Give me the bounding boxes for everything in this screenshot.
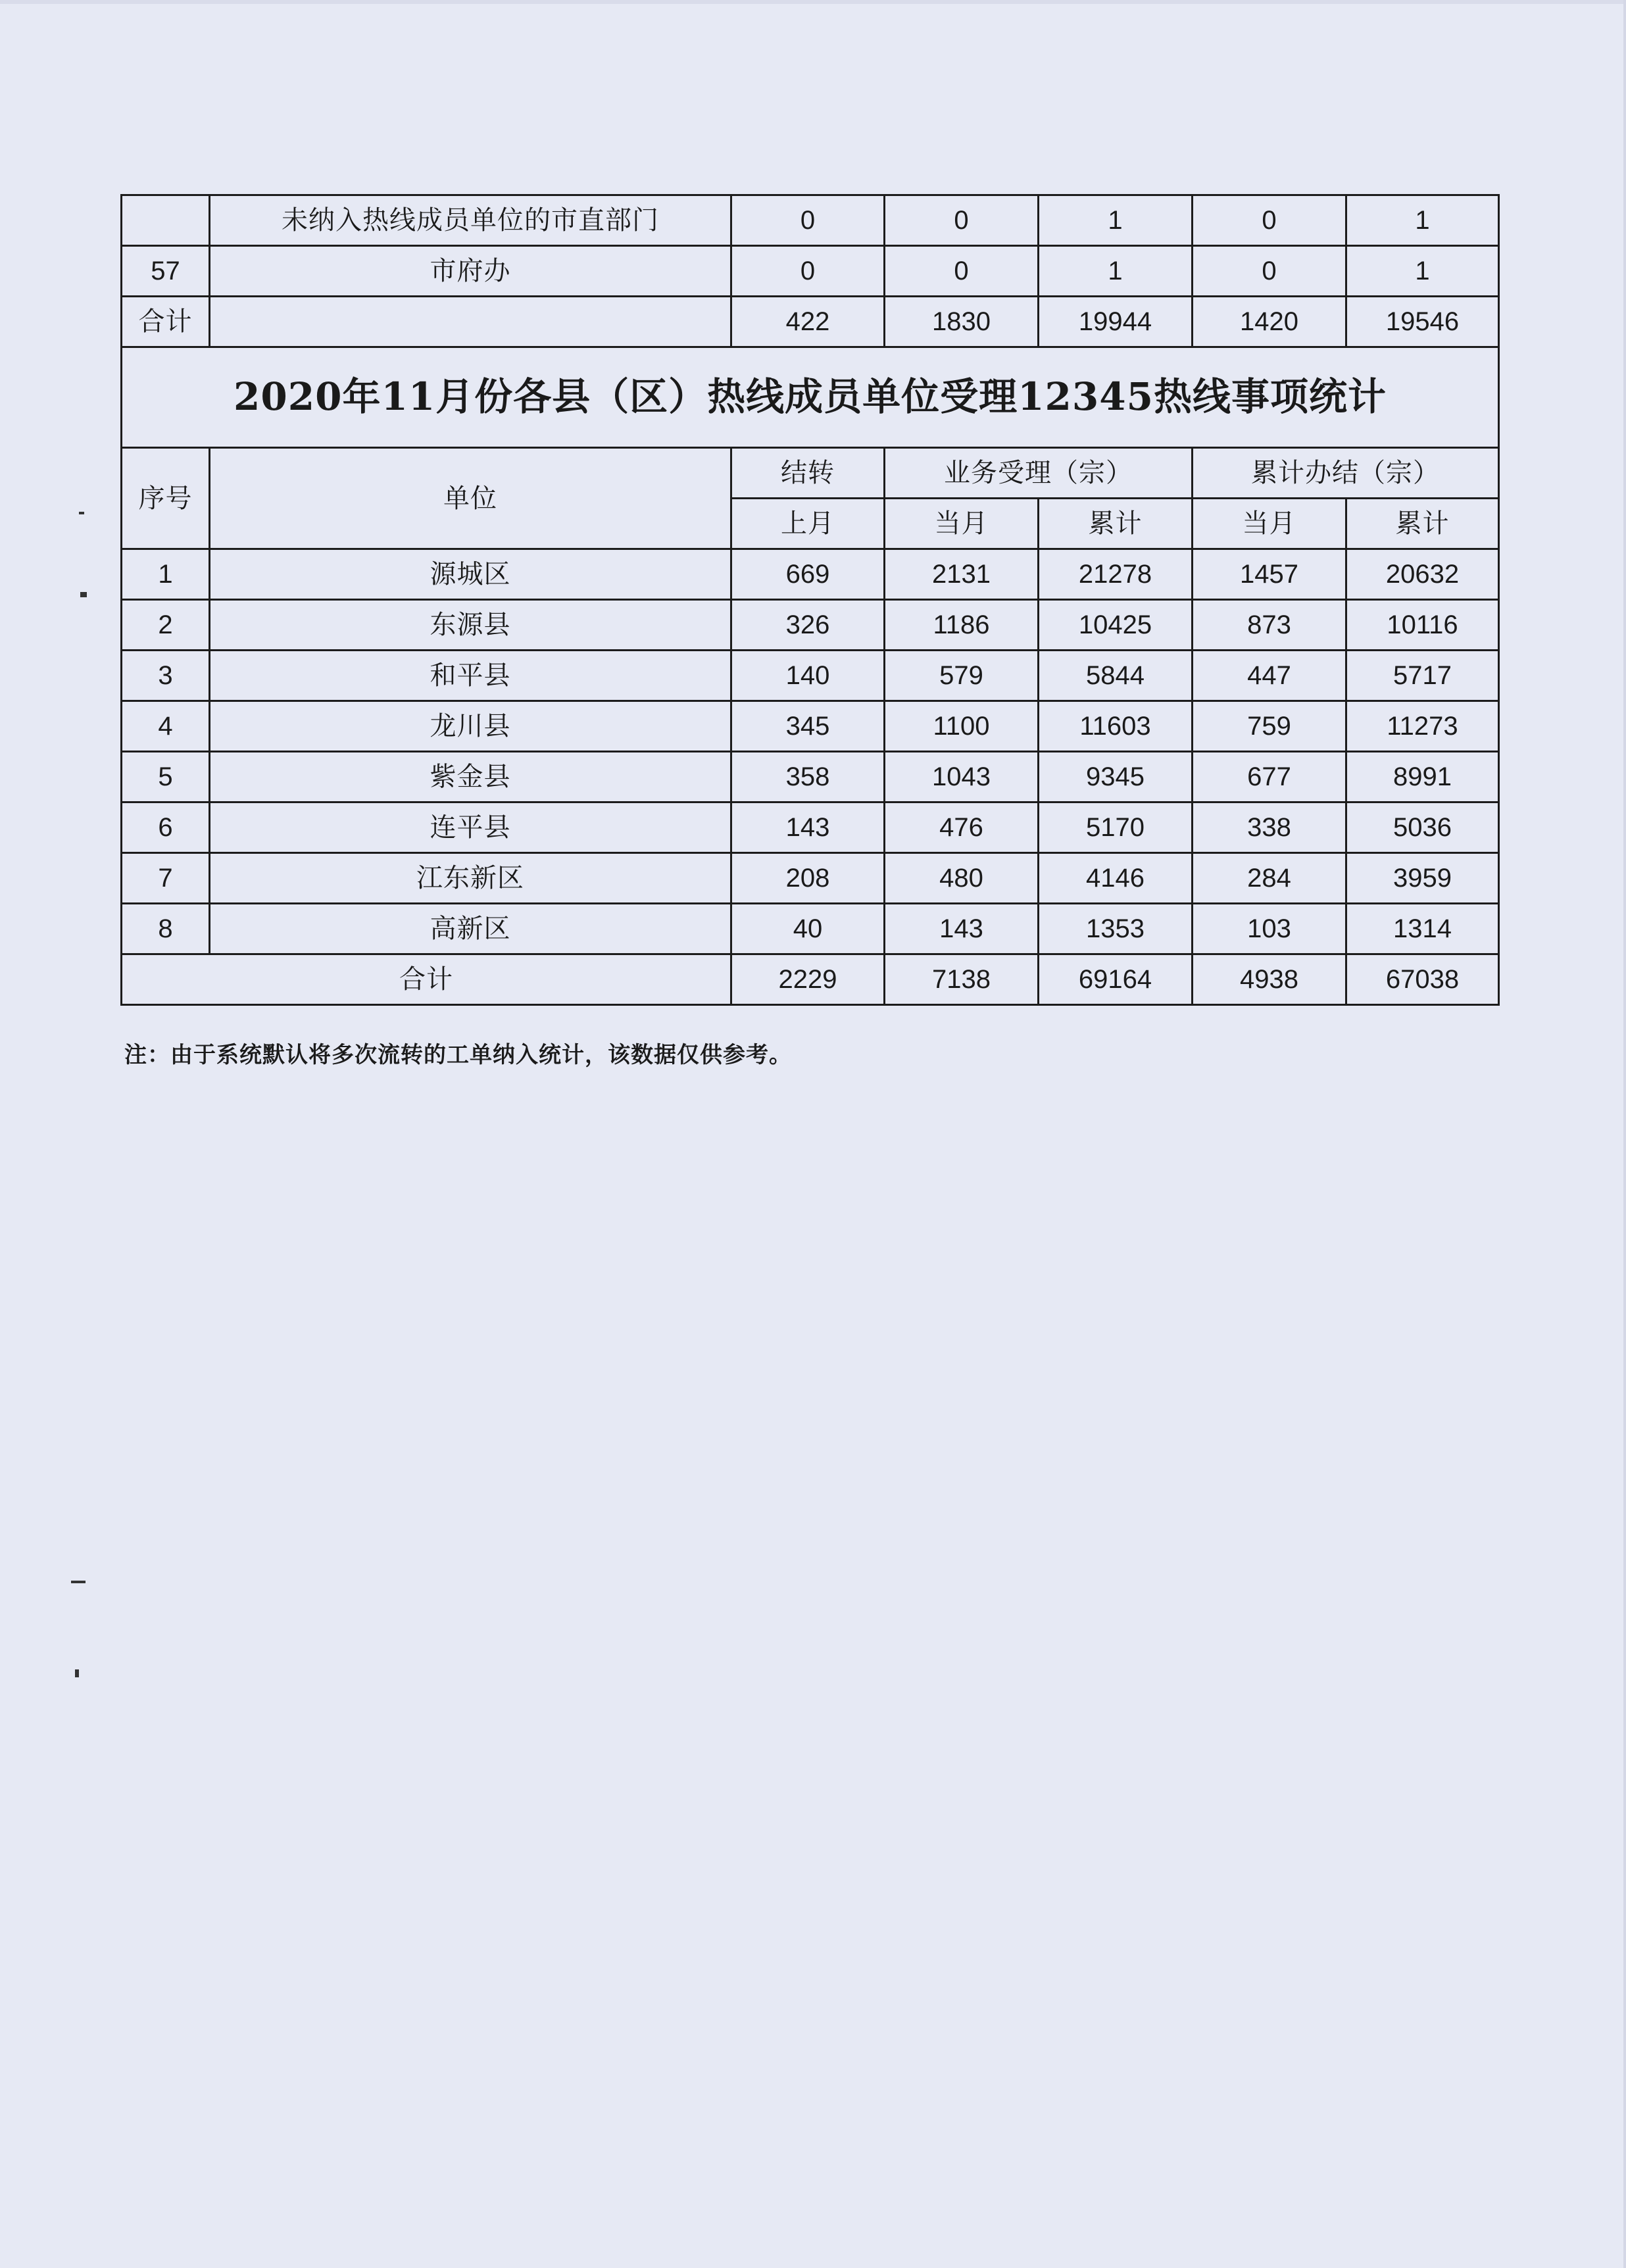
header-carryover: 结转	[731, 448, 885, 499]
cell: 21278	[1039, 549, 1193, 600]
header-unit: 单位	[210, 448, 731, 549]
row-unit: 市府办	[210, 246, 731, 297]
statistics-table	[120, 194, 1500, 1006]
row-index: 8	[122, 904, 210, 954]
cell: 20632	[1346, 549, 1499, 600]
cell: 447	[1193, 651, 1346, 701]
row-index: 6	[122, 802, 210, 853]
cell: 345	[731, 701, 885, 752]
cell: 3959	[1346, 853, 1499, 904]
table-row	[122, 549, 1499, 600]
cell: 0	[1193, 246, 1346, 297]
row-index: 7	[122, 853, 210, 904]
row-index: 57	[122, 246, 210, 297]
cell: 1	[1346, 246, 1499, 297]
table-row	[122, 600, 1499, 651]
cell: 143	[885, 904, 1039, 954]
cell: 422	[731, 297, 885, 347]
table-row	[122, 701, 1499, 752]
scan-edge-top	[0, 0, 1626, 4]
cell: 338	[1193, 802, 1346, 853]
scan-speck	[79, 512, 84, 514]
cell: 284	[1193, 853, 1346, 904]
cell: 10425	[1039, 600, 1193, 651]
cell: 10116	[1346, 600, 1499, 651]
cell: 5036	[1346, 802, 1499, 853]
cell: 0	[885, 195, 1039, 246]
cell: 11603	[1039, 701, 1193, 752]
cell: 1186	[885, 600, 1039, 651]
row-unit: 连平县	[210, 802, 731, 853]
cell: 143	[731, 802, 885, 853]
table-title: 2020年11月份各县（区）热线成员单位受理12345热线事项统计	[122, 347, 1499, 448]
cell: 208	[731, 853, 885, 904]
scan-speck	[80, 592, 87, 597]
row-unit	[210, 297, 731, 347]
row-index: 1	[122, 549, 210, 600]
cell: 759	[1193, 701, 1346, 752]
cell: 8991	[1346, 752, 1499, 802]
cell: 1	[1039, 195, 1193, 246]
row-unit: 紫金县	[210, 752, 731, 802]
row-unit: 高新区	[210, 904, 731, 954]
cell: 0	[885, 246, 1039, 297]
row-index: 2	[122, 600, 210, 651]
cell: 1043	[885, 752, 1039, 802]
row-index: 4	[122, 701, 210, 752]
cell: 11273	[1346, 701, 1499, 752]
cell: 1457	[1193, 549, 1346, 600]
header-last-month: 上月	[731, 499, 885, 549]
scan-speck	[75, 1669, 79, 1677]
cell: 5717	[1346, 651, 1499, 701]
total-label: 合计	[122, 954, 731, 1005]
scan-edge-right	[1623, 0, 1626, 2268]
row-unit: 和平县	[210, 651, 731, 701]
cell: 69164	[1039, 954, 1193, 1005]
header-done-month: 当月	[1193, 499, 1346, 549]
row-unit: 未纳入热线成员单位的市直部门	[210, 195, 731, 246]
row-unit: 源城区	[210, 549, 731, 600]
header-index: 序号	[122, 448, 210, 549]
cell: 0	[1193, 195, 1346, 246]
cell: 2131	[885, 549, 1039, 600]
row-unit: 江东新区	[210, 853, 731, 904]
header-acc-total: 累计	[1039, 499, 1193, 549]
table-row	[122, 752, 1499, 802]
header-done-total: 累计	[1346, 499, 1499, 549]
cell: 40	[731, 904, 885, 954]
cell: 5170	[1039, 802, 1193, 853]
cell: 2229	[731, 954, 885, 1005]
cell: 19944	[1039, 297, 1193, 347]
row-index	[122, 195, 210, 246]
cell: 1	[1039, 246, 1193, 297]
cell: 677	[1193, 752, 1346, 802]
table-title-row	[122, 347, 1499, 448]
cell: 0	[731, 195, 885, 246]
cell: 1420	[1193, 297, 1346, 347]
cell: 326	[731, 600, 885, 651]
table-row-dept-other	[122, 195, 1499, 246]
cell: 67038	[1346, 954, 1499, 1005]
row-index: 合计	[122, 297, 210, 347]
cell: 873	[1193, 600, 1346, 651]
cell: 1	[1346, 195, 1499, 246]
table-row-57	[122, 246, 1499, 297]
cell: 9345	[1039, 752, 1193, 802]
cell: 140	[731, 651, 885, 701]
table-row-total	[122, 954, 1499, 1005]
cell: 1353	[1039, 904, 1193, 954]
footnote: 注：由于系统默认将多次流转的工单纳入统计，该数据仅供参考。	[124, 1042, 792, 1068]
table-row-subtotal	[122, 297, 1499, 347]
cell: 0	[731, 246, 885, 297]
row-unit: 龙川县	[210, 701, 731, 752]
scan-speck	[71, 1581, 86, 1583]
cell: 579	[885, 651, 1039, 701]
cell: 7138	[885, 954, 1039, 1005]
cell: 103	[1193, 904, 1346, 954]
cell: 480	[885, 853, 1039, 904]
row-index: 3	[122, 651, 210, 701]
table-row	[122, 904, 1499, 954]
cell: 19546	[1346, 297, 1499, 347]
cell: 4938	[1193, 954, 1346, 1005]
header-completed: 累计办结（宗）	[1193, 448, 1499, 499]
row-index: 5	[122, 752, 210, 802]
cell: 1100	[885, 701, 1039, 752]
cell: 5844	[1039, 651, 1193, 701]
header-acc-month: 当月	[885, 499, 1039, 549]
table-row	[122, 853, 1499, 904]
cell: 1830	[885, 297, 1039, 347]
cell: 358	[731, 752, 885, 802]
table-row	[122, 802, 1499, 853]
cell: 669	[731, 549, 885, 600]
header-row-1	[122, 448, 1499, 499]
cell: 1314	[1346, 904, 1499, 954]
table-row	[122, 651, 1499, 701]
header-accepted: 业务受理（宗）	[885, 448, 1193, 499]
cell: 4146	[1039, 853, 1193, 904]
cell: 476	[885, 802, 1039, 853]
row-unit: 东源县	[210, 600, 731, 651]
